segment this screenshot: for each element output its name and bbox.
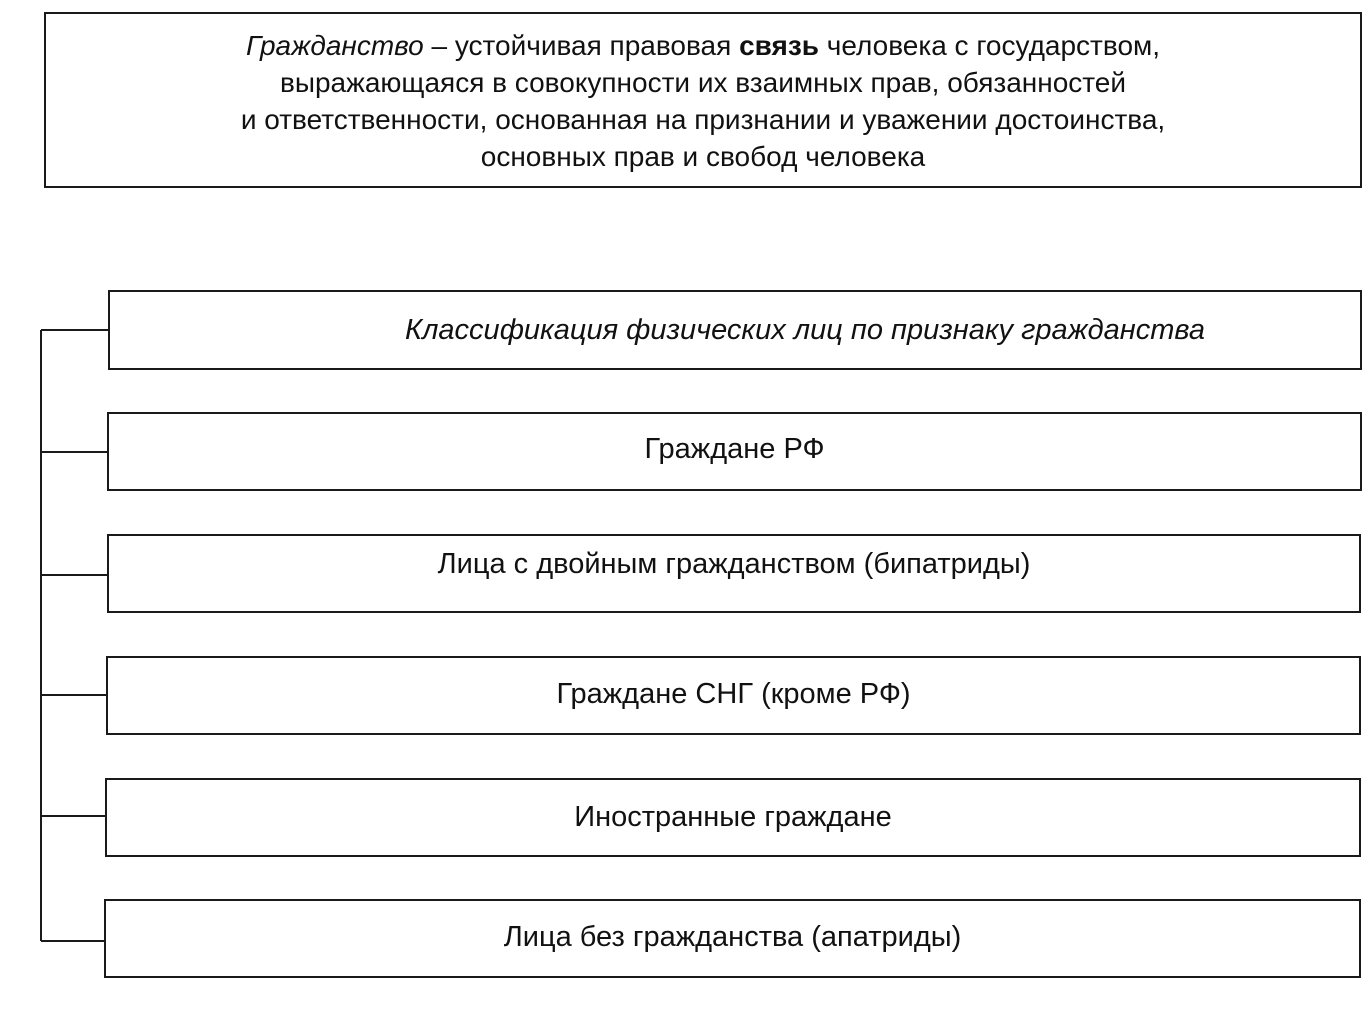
classification-title: Классификация физических лиц по признаку гражданства (404, 313, 1205, 346)
definition-box (44, 12, 1362, 188)
definition-line-1 (246, 27, 1160, 64)
definition-line-2: выражающаяся в совокупности их взаимных прав, обязанностей (279, 67, 1126, 98)
definition-line-4: основных прав и свобод человека (480, 141, 926, 172)
category-box-rf-citizens (107, 412, 1362, 491)
definition-line-3: и ответственности, основанная на признании и уважении достоинства, (240, 104, 1166, 135)
category-box-foreign-citizens (105, 778, 1361, 857)
category-box-dual-citizenship (107, 534, 1361, 613)
category-label: Граждане СНГ (кроме РФ) (556, 678, 911, 710)
category-box-cis-citizens (106, 656, 1361, 735)
definition-bold-word: связь (739, 30, 819, 61)
category-label: Иностранные граждане (574, 801, 892, 833)
classification-title-box (108, 290, 1362, 370)
category-label: Лица с двойным гражданством (бипатриды) (437, 548, 1031, 580)
category-label: Граждане РФ (644, 433, 825, 465)
category-label: Лица без гражданства (апатриды) (503, 921, 962, 953)
definition-text-a: – устойчивая правовая (423, 30, 740, 61)
definition-term: Гражданство (245, 30, 424, 61)
definition-text-b: человека с государством, (818, 30, 1161, 61)
category-box-stateless (104, 899, 1361, 978)
